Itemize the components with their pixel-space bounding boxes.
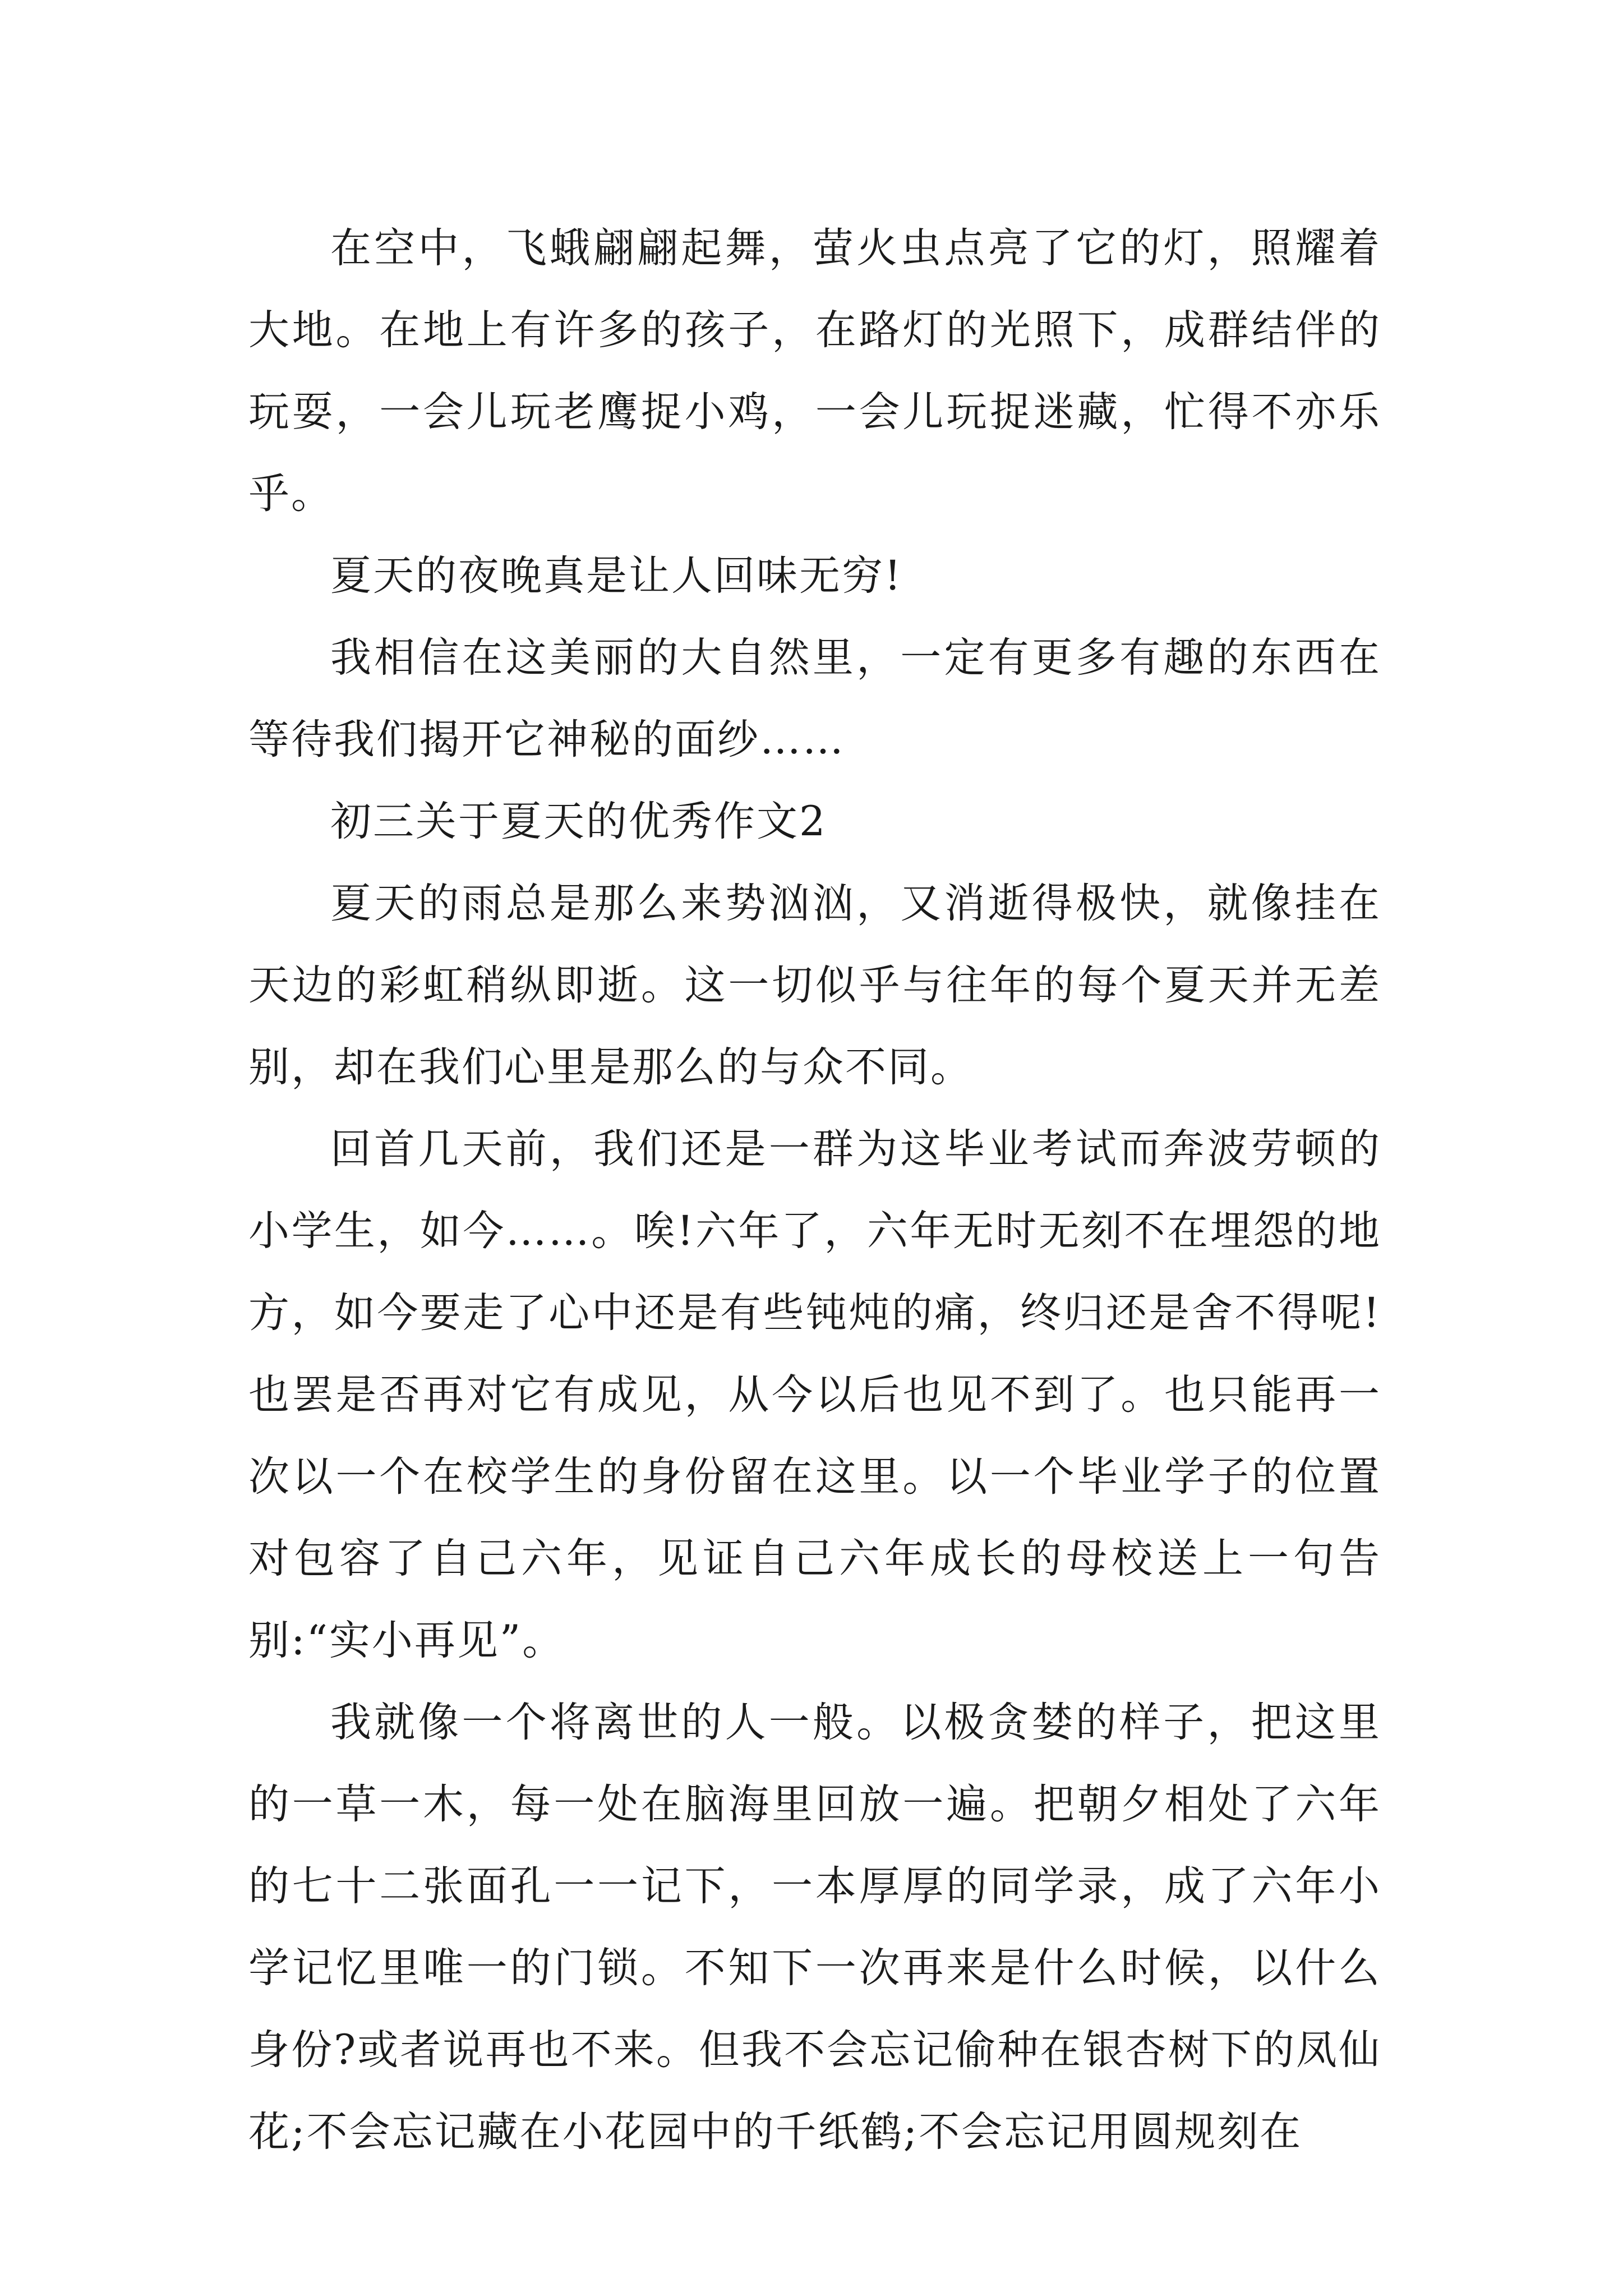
paragraph-3: 我相信在这美丽的大自然里，一定有更多有趣的东西在等待我们揭开它神秘的面纱……	[248, 634, 1381, 763]
paragraph-2: 夏天的夜晚真是让人回味无穷!	[330, 552, 903, 600]
paragraph-6: 我就像一个将离世的人一般。以极贪婪的样子，把这里的一草一木，每一处在脑海里回放一遍。把朝夕相处了六年的七十二张面孔一一记下，一本厚厚的同学录，成了六年小学记忆里唯一的门锁。不知下一次再来是什么时候，以什么身份?或者说再也不来。但我不会忘记偷种在银杏树下的凤仙花;不会忘记藏在小花园中的千纸鹤;不会忘记用圆规刻在	[248, 1699, 1381, 2156]
paragraph-4: 夏天的雨总是那么来势汹汹，又消逝得极快，就像挂在天边的彩虹稍纵即逝。这一切似乎与往年的每个夏天并无差别，却在我们心里是那么的与众不同。	[248, 880, 1381, 1091]
paragraph-5: 回首几天前，我们还是一群为这毕业考试而奔波劳顿的小学生，如今……。唉!六年了，六年无时无刻不在埋怨的地方，如今要走了心中还是有些钝炖的痛，终归还是舍不得呢!也罢是否再对它有成见，从今以后也见不到了。也只能再一次以一个在校学生的身份留在这里。以一个毕业学子的位置对包容了自己六年，见证自己六年成长的母校送上一句告别:“实小再见”。	[248, 1125, 1381, 1664]
document-body	[248, 208, 1381, 2173]
paragraph-1: 在空中，飞蛾翩翩起舞，萤火虫点亮了它的灯，照耀着大地。在地上有许多的孩子，在路灯的光照下，成群结伴的玩耍，一会儿玩老鹰捉小鸡，一会儿玩捉迷藏，忙得不亦乐乎。	[248, 224, 1381, 518]
section-heading: 初三关于夏天的优秀作文2	[330, 798, 827, 845]
